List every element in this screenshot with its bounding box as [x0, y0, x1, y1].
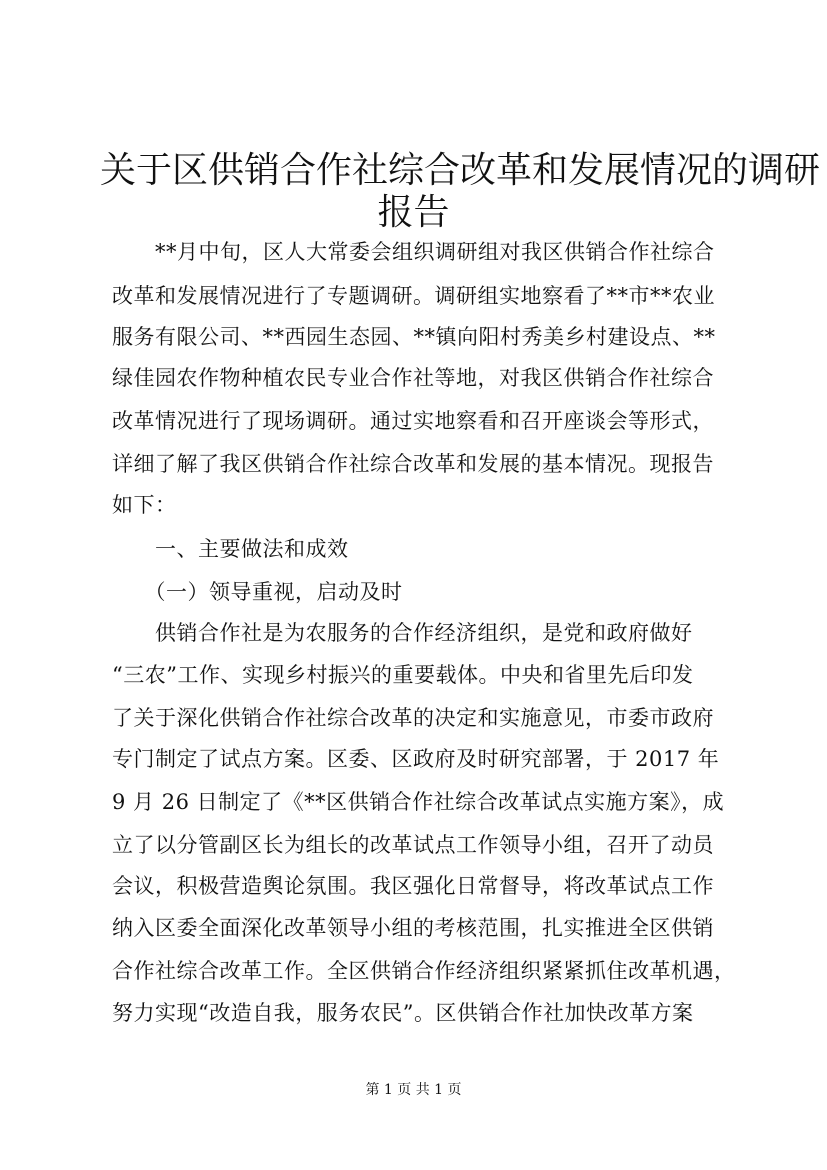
- body-line: **月中旬，区人大常委会组织调研组对我区供销合作社综合: [112, 240, 715, 264]
- body-line: 改革和发展情况进行了专题调研。调研组实地察看了**市**农业: [112, 284, 715, 308]
- body-line: 了关于深化供销合作社综合改革的决定和实施意见，市委市政府: [112, 706, 714, 730]
- body-line: “三农”工作、实现乡村振兴的重要载体。中央和省里先后印发: [112, 663, 694, 687]
- document-title-line-2: 报告: [377, 192, 450, 233]
- body-line: 改革情况进行了现场调研。通过实地察看和召开座谈会等形式，: [112, 409, 714, 433]
- body-line: 努力实现“改造自我，服务农民”。区供销合作社加快改革方案: [112, 1001, 694, 1025]
- body-line: 会议，积极营造舆论氛围。我区强化日常督导，将改革试点工作: [112, 874, 714, 898]
- body-line: 绿佳园农作物种植农民专业合作社等地，对我区供销合作社综合: [112, 366, 714, 390]
- body-line: 如下：: [112, 493, 177, 517]
- body-line: 服务有限公司、**西园生态园、**镇向阳村秀美乡村建设点、**: [112, 325, 716, 349]
- document-title-line-1: 关于区供销合作社综合改革和发展情况的调研: [100, 150, 821, 191]
- body-line: 供销合作社是为农服务的合作经济组织，是党和政府做好: [112, 621, 693, 645]
- body-line: 立了以分管副区长为组长的改革试点工作领导小组，召开了动员: [112, 833, 714, 857]
- body-line: 合作社综合改革工作。全区供销合作经济组织紧紧抓住改革机遇，: [112, 959, 736, 983]
- body-line: 9 月 26 日制定了《**区供销合作社综合改革试点实施方案》，成: [112, 790, 725, 814]
- body-line: 纳入区委全面深化改革领导小组的考核范围，扎实推进全区供销: [112, 916, 714, 940]
- section-heading: 一、主要做法和成效: [112, 537, 349, 561]
- body-line: 详细了解了我区供销合作社综合改革和发展的基本情况。现报告: [112, 452, 714, 476]
- body-line: 专门制定了试点方案。区委、区政府及时研究部署，于 2017 年: [112, 747, 720, 771]
- subsection-heading: （一）领导重视，启动及时: [112, 580, 403, 604]
- page-footer: 第 1 页 共 1 页: [365, 1082, 462, 1098]
